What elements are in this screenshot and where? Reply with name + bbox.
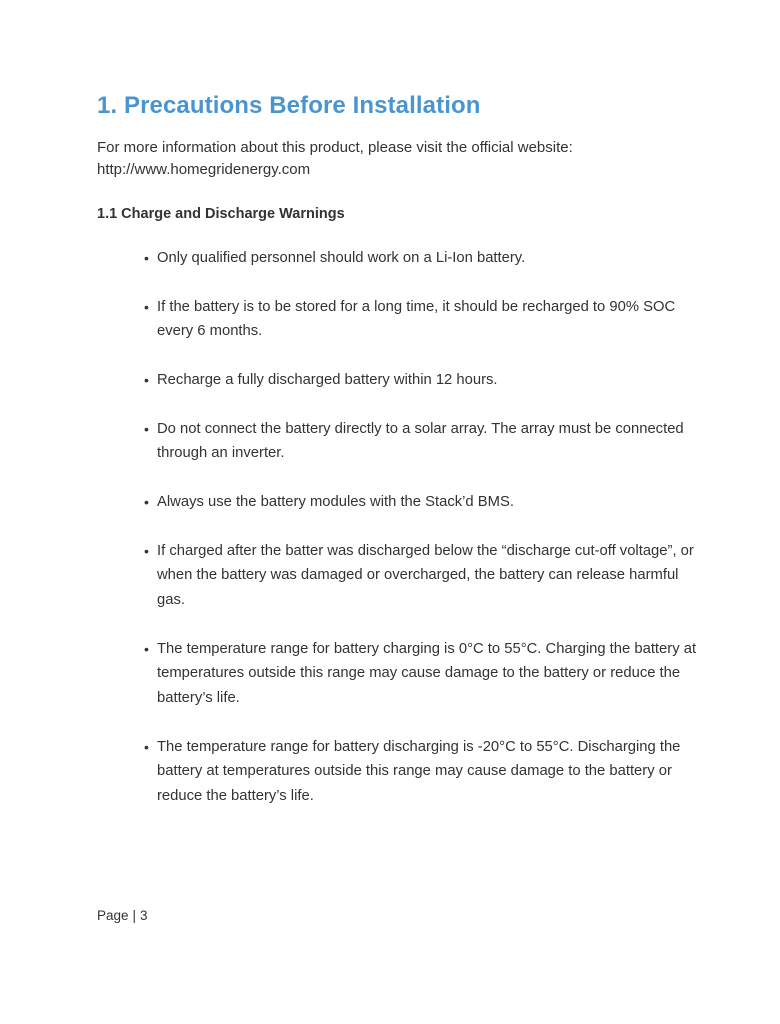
section-heading: 1. Precautions Before Installation bbox=[97, 92, 481, 119]
bullet-icon: • bbox=[144, 250, 149, 266]
list-item-text: Do not connect the battery directly to a solar array. The array must be connected through an inverter. bbox=[157, 420, 684, 462]
bullet-icon: • bbox=[144, 420, 149, 437]
intro-paragraph bbox=[97, 137, 697, 181]
page-label: Page bbox=[97, 908, 129, 923]
list-item-text: If charged after the batter was discharged below the “discharge cut-off voltage”, or when the battery was damaged or overcharged, the battery can release harmful gas. bbox=[157, 542, 694, 608]
bullet-icon: • bbox=[144, 298, 149, 315]
list-item-text: If the battery is to be stored for a long time, it should be recharged to 90% SOC every 6 months. bbox=[157, 298, 676, 340]
list-item-text: The temperature range for battery charging is 0°C to 55°C. Charging the battery at temperatures outside this range may cause damage to the battery or reduce the battery’s life. bbox=[157, 640, 697, 706]
page-footer bbox=[97, 908, 148, 923]
list-item-text: Only qualified personnel should work on a Li-Ion battery. bbox=[157, 250, 526, 266]
footer-separator: | bbox=[132, 908, 137, 923]
list-item bbox=[144, 368, 704, 393]
page-number: 3 bbox=[140, 908, 148, 923]
list-item bbox=[144, 735, 704, 809]
list-item-text: Recharge a fully discharged battery within 12 hours. bbox=[157, 372, 498, 389]
list-item bbox=[144, 539, 704, 613]
intro-text: For more information about this product, please visit the official website: bbox=[97, 139, 573, 156]
list-item bbox=[144, 490, 704, 515]
list-item bbox=[144, 637, 704, 711]
website-link[interactable]: http://www.homegridenergy.com bbox=[97, 161, 311, 178]
bullet-icon: • bbox=[144, 738, 149, 755]
list-item bbox=[144, 295, 704, 344]
warnings-list bbox=[144, 246, 704, 832]
bullet-icon: • bbox=[144, 494, 149, 511]
list-item-text: The temperature range for battery discharging is -20°C to 55°C. Discharging the battery at temperatures outside this range may cause damage to the battery or reduce the battery’s life. bbox=[157, 738, 681, 804]
list-item bbox=[144, 246, 704, 271]
list-item bbox=[144, 417, 704, 466]
bullet-icon: • bbox=[144, 372, 149, 389]
subsection-heading: 1.1 Charge and Discharge Warnings bbox=[97, 206, 345, 222]
bullet-icon: • bbox=[144, 640, 149, 657]
bullet-icon: • bbox=[144, 542, 149, 559]
list-item-text: Always use the battery modules with the Stack’d BMS. bbox=[157, 494, 514, 511]
